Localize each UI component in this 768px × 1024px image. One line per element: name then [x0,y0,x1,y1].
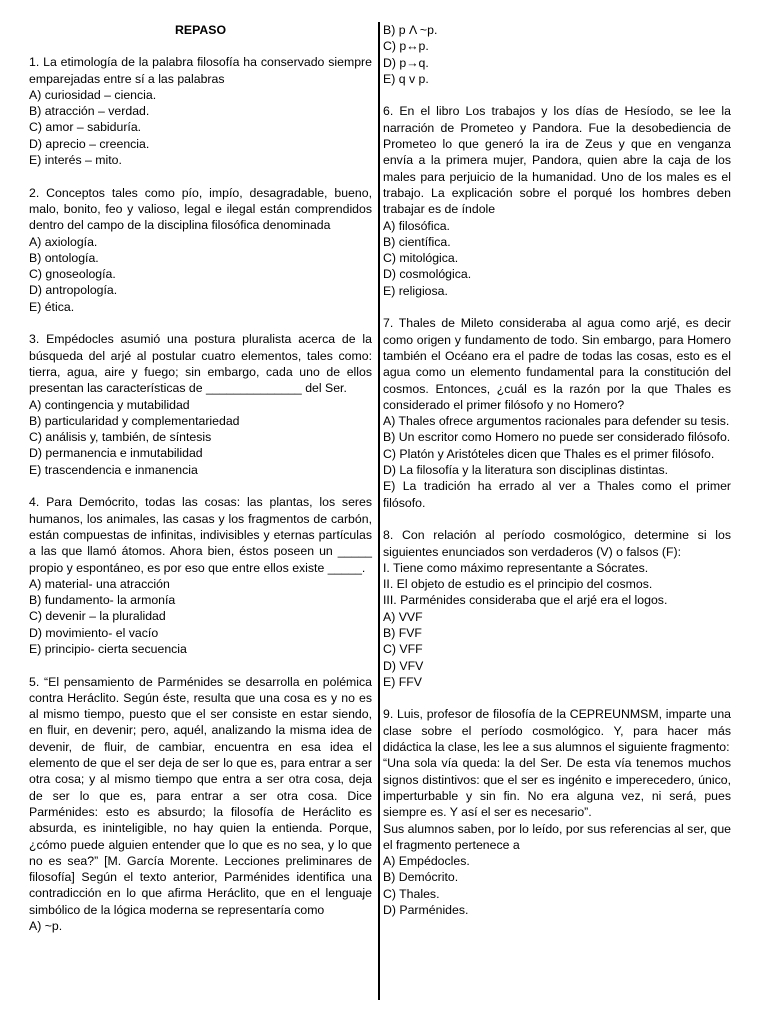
answer-option: C) mitológica. [383,251,459,266]
answer-option: B) Un escritor como Homero no puede ser considerado filósofo. [383,430,731,445]
question-7 [383,315,731,511]
question-8 [383,527,731,690]
answer-option: A) filosófica. [383,218,450,233]
question-5 [29,674,372,935]
answer-option: C) amor – sabiduría. [29,120,142,135]
quoted-fragment: “Una sola vía queda: la del Ser. De esta vía tenemos muchos signos distintivos: que el ser es ingénito e imperecedero, único, imperturbable y sin fin. No era alguna vez, ni será, pues siempre es. Y así el ser es necesario”. [383,756,731,820]
column-divider [378,22,380,1000]
question-6 [383,103,731,299]
answer-option: E) FFV [383,674,422,689]
answer-option: C) Platón y Aristóteles dicen que Thales es el primer filósofo. [383,446,715,461]
question-1 [29,54,372,168]
left-column [29,22,372,951]
answer-option: D) VFV [383,658,424,673]
answer-option: A) Empédocles. [383,854,470,869]
question-stem: 4. Para Demócrito, todas las cosas: las plantas, los seres humanos, los animales, las casas y los fragmentos de carbón, están compuestas de infinitas, indivisibles y eternas partículas a las que llamó átomos. Ahora bien, éstos poseen un _____ propio y espontáneo, es por eso que entre ellos existe _____. [29,495,372,575]
question-stem: 3. Empédocles asumió una postura pluralista acerca de la búsqueda del arjé al postular cuatro elementos, tales como: tierra, agua, aire y fuego; sin embargo, cada uno de ellos presentan las características de ______________ del Ser. [29,332,372,396]
answer-option: A) VVF [383,609,423,624]
answer-option: E) principio- cierta secuencia [29,641,187,656]
statement-item: III. Parménides consideraba que el arjé era el logos. [383,593,668,608]
answer-option: A) curiosidad – ciencia. [29,87,157,102]
answer-option: B) atracción – verdad. [29,104,150,119]
answer-option: E) religiosa. [383,283,448,298]
answer-option: B) científica. [383,234,451,249]
question-stem: 7. Thales de Mileto consideraba al agua como arjé, es decir como origen y fundamento de todo. Sin embargo, para Homero también el Océano era el padre de todas las cosas, esto es el agua como un elemento fundamental para la constitución del cosmos. Entonces, ¿cuál es la razón por la que Thales es considerado el primer filósofo y no Homero? [383,316,731,412]
answer-option: D) p→q. [383,55,429,70]
answer-option: A) contingencia y mutabilidad [29,397,190,412]
answer-option: A) ~p. [29,919,63,934]
answer-option: D) antropología. [29,283,118,298]
question-5-continued [383,22,731,87]
answer-option: E) trascendencia e inmanencia [29,462,198,477]
right-column [383,22,731,935]
answer-option: C) análisis y, también, de síntesis [29,430,212,445]
question-9 [383,706,731,918]
question-stem: 6. En el libro Los trabajos y los días de Hesíodo, se lee la narración de Prometeo y Pandora. Fue la desobediencia de Prometeo lo que generó la ira de Zeus y que en venganza envía a la primera mujer, Pandora, quien abre la caja de los males para perjuicio de la humanidad. Uno de los males es el trabajo. La explicación sobre el porqué los hombres deben trabajar es de índole [383,104,731,217]
question-stem: 9. Luis, profesor de filosofía de la CEPREUNMSM, imparte una clase sobre el período cosmológico. Y, para hacer más didáctica la clase, les lee a sus alumnos el siguiente fragmento: [383,707,731,755]
answer-option: E) ética. [29,299,75,314]
answer-option: E) La tradición ha errado al ver a Thales como el primer filósofo. [383,479,731,510]
answer-option: C) devenir – la pluralidad [29,609,166,624]
answer-option: B) particularidad y complementariedad [29,413,240,428]
answer-option: B) Demócrito. [383,870,459,885]
answer-option: E) interés – mito. [29,153,122,168]
answer-option: D) Parménides. [383,903,469,918]
answer-option: D) aprecio – creencia. [29,136,150,151]
question-stem: 1. La etimología de la palabra filosofía ha conservado siempre emparejadas entre sí a las palabras [29,55,372,86]
answer-option: D) movimiento- el vacío [29,625,159,640]
answer-option: A) Thales ofrece argumentos racionales para defender su tesis. [383,414,730,429]
answer-option: A) axiología. [29,234,98,249]
answer-option: D) La filosofía y la literatura son disciplinas distintas. [383,463,669,478]
answer-option: B) ontología. [29,250,99,265]
answer-option: C) p↔p. [383,39,429,54]
statement-item: I. Tiene como máximo representante a Sócrates. [383,560,649,575]
question-stem: 8. Con relación al período cosmológico, determine si los siguientes enunciados son verdaderos (V) o falsos (F): [383,528,731,559]
answer-option: B) p Λ ~p. [383,23,438,37]
answer-option: D) cosmológica. [383,267,472,282]
question-2 [29,185,372,315]
answer-option: D) permanencia e inmutabilidad [29,446,203,461]
answer-option: C) VFF [383,642,423,657]
answer-option: B) FVF [383,625,422,640]
statement-item: II. El objeto de estudio es el principio del cosmos. [383,577,653,592]
page-title: REPASO [174,23,227,37]
question-3 [29,331,372,478]
question-stem: 5. “El pensamiento de Parménides se desarrolla en polémica contra Heráclito. Según éste, resulta que una cosa es y no es al mismo tiempo, puesto que el ser consiste en estar siendo, en fluir, en devenir; pero, aquél, analizando la misma idea de devenir, de fluir, de cambiar, encuentra en esa idea el elemento de que el ser deja de ser lo que es, para entrar a ser otra cosa; y al mismo tiempo que entra a ser otra cosa, deja de ser lo que es, para entrar a ser otra cosa. Dice Parménides: esto es absurdo; la filosofía de Heráclito es absurda, es ininteligible, no hay quien la entienda. Porque, ¿cómo puede alguien entender que lo que es no sea, y lo que no es sea?” [M. García Morente. Lecciones preliminares de filosofía] Según el texto anterior, Parménides identifica una contradicción en lo que afirma Heráclito, que en el lenguaje simbólico de la lógica moderna se representaría como [29,674,372,917]
answer-option: C) gnoseología. [29,267,116,282]
answer-option: E) q v p. [383,71,429,86]
question-prompt: Sus alumnos saben, por lo leído, por sus referencias al ser, que el fragmento pertenece a [383,821,731,852]
answer-option: C) Thales. [383,886,440,901]
question-stem: 2. Conceptos tales como pío, impío, desagradable, bueno, malo, bonito, feo y valioso, legal e ilegal están comprendidos dentro del campo de la disciplina filosófica denominada [29,185,372,233]
question-4 [29,494,372,657]
answer-option: B) fundamento- la armonía [29,593,176,608]
answer-option: A) material- una atracción [29,576,170,591]
